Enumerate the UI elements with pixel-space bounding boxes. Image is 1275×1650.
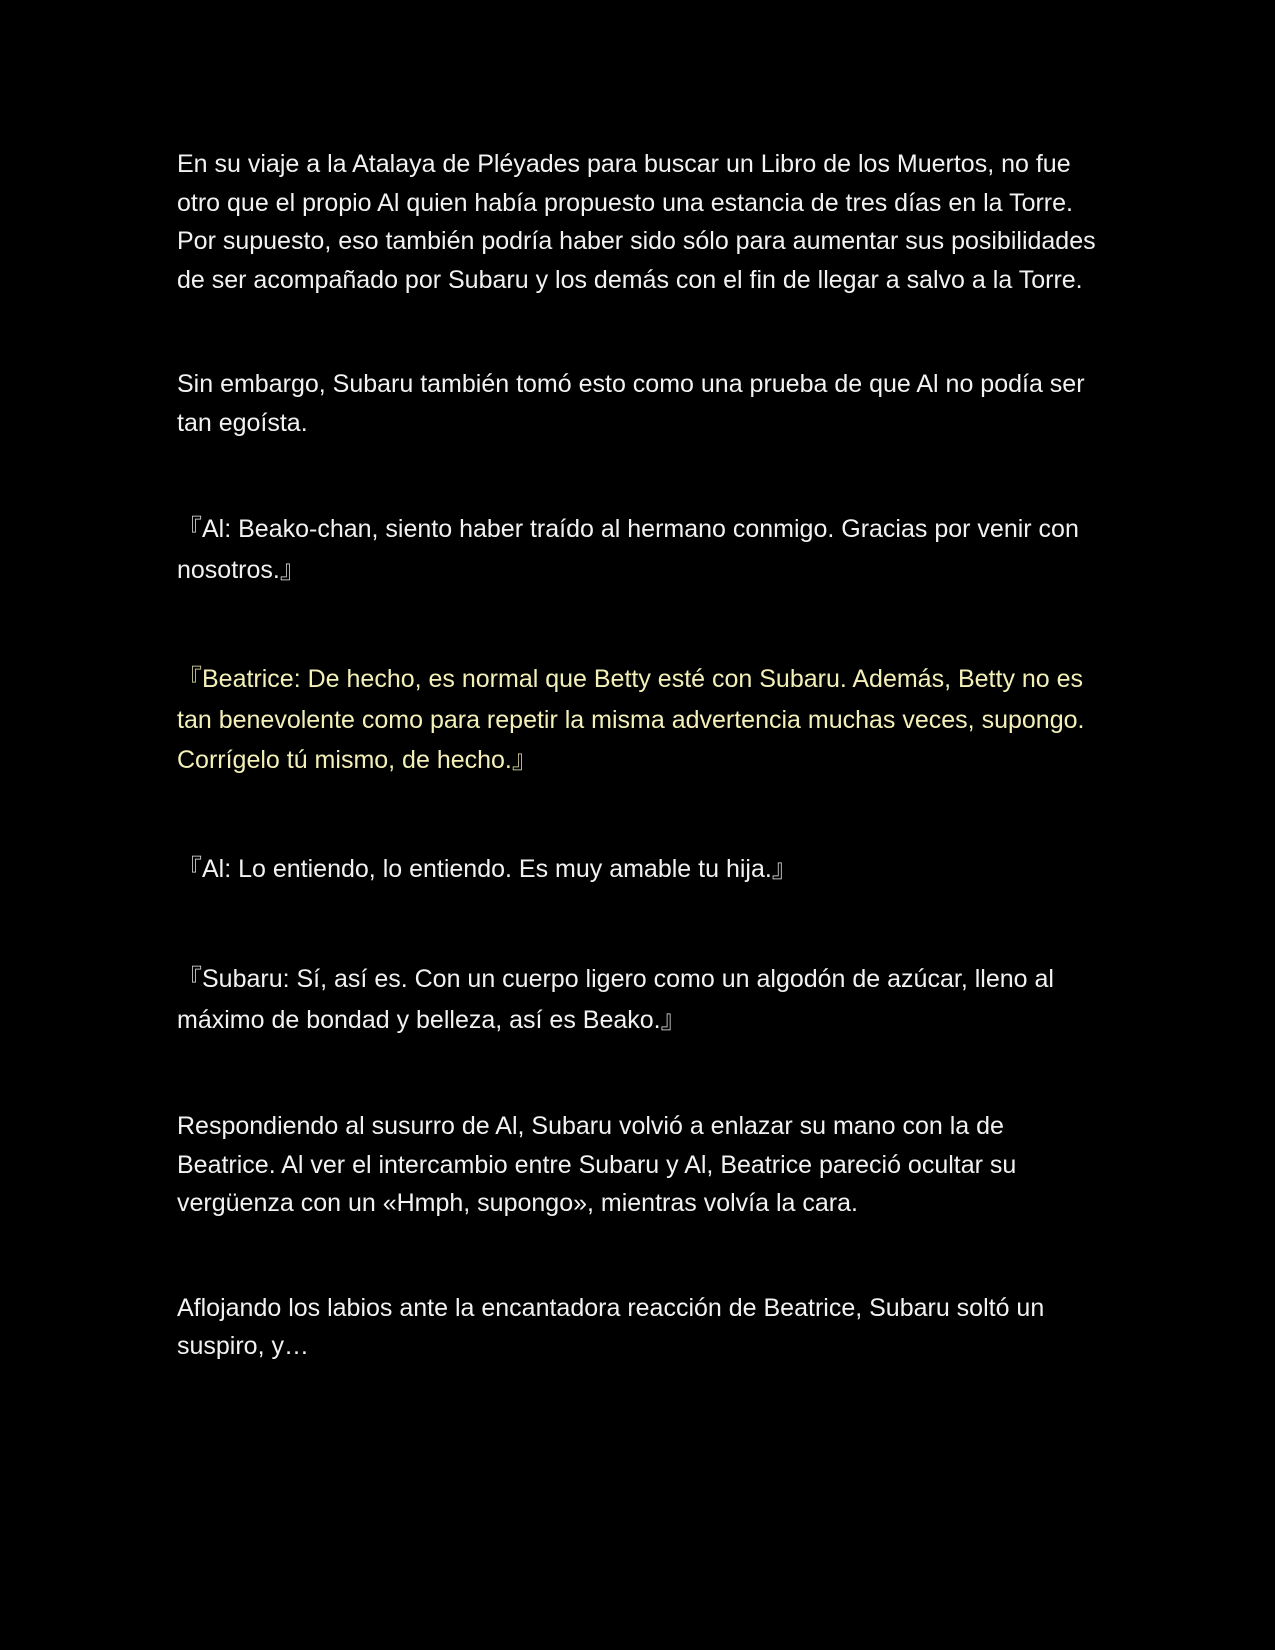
narration-paragraph-1: En su viaje a la Atalaya de Pléyades para buscar un Libro de los Muertos, no fue otro que el propio Al quien había propuesto una estancia de tres días en la Torre. Por supuesto, eso también podría haber sido sólo para aumentar sus posibilidades de ser acompañado por Subaru y los demás con el fin de llegar a salvo a la Torre. — [177, 150, 1096, 294]
document-body — [177, 145, 1107, 1366]
narration-paragraph-2: Sin embargo, Subaru también tomó esto como una prueba de que Al no podía ser tan egoísta. — [177, 370, 1085, 437]
dialog-line-al-1: 『Al: Beako-chan, siento haber traído al hermano conmigo. Gracias por venir con nosotros.』 — [177, 515, 1079, 584]
dialog-line-al-2: 『Al: Lo entiendo, lo entiendo. Es muy amable tu hija.』 — [177, 854, 797, 883]
narration-paragraph-3: Respondiendo al susurro de Al, Subaru volvió a enlazar su mano con la de Beatrice. Al ver el intercambio entre Subaru y Al, Beatrice pareció ocultar su vergüenza con un «Hmph, supongo», mientras volvía la cara. — [177, 1112, 1017, 1217]
dialog-line-beatrice: 『Beatrice: De hecho, es normal que Betty esté con Subaru. Además, Betty no es tan benevolente como para repetir la misma advertencia muchas veces, supongo. Corrígelo tú mismo, de hecho.』 — [177, 665, 1085, 774]
narration-paragraph-4: Aflojando los labios ante la encantadora reacción de Beatrice, Subaru soltó un suspiro, y… — [177, 1293, 1045, 1360]
dialog-line-subaru: 『Subaru: Sí, así es. Con un cuerpo ligero como un algodón de azúcar, lleno al máximo de bondad y belleza, así es Beako.』 — [177, 965, 1054, 1034]
